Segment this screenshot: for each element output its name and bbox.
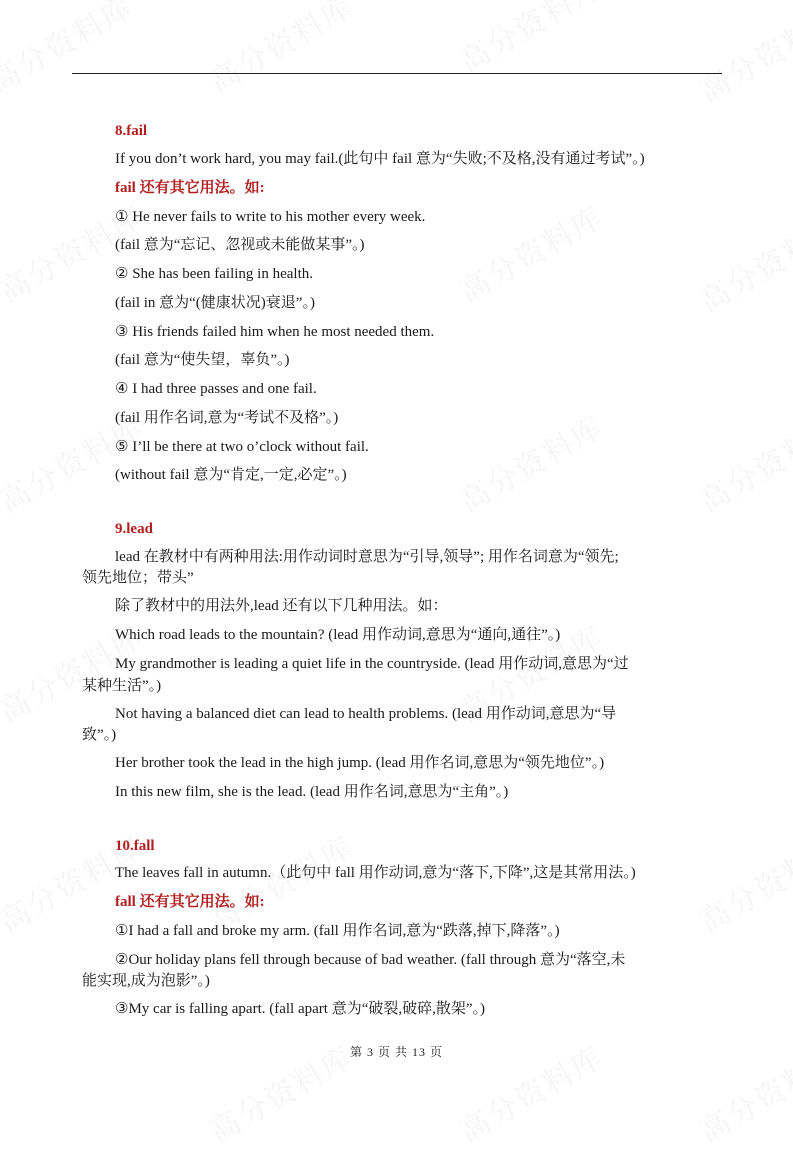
- subheading: fail 还有其它用法。如:: [115, 180, 265, 196]
- watermark: [450, 403, 611, 521]
- watermark: [450, 193, 611, 311]
- explanation-line: (fail 意为“使失望，辜负”。): [115, 352, 290, 368]
- section-heading-fall: 10.fall: [115, 838, 155, 854]
- explanation-line: (fail 意为“忘记、忽视或未能做某事”。): [115, 237, 365, 253]
- example-line: ①I had a fall and broke my arm. (fall 用作名词,意为“跌落,掉下,降落”。): [115, 923, 560, 939]
- example-line: Not having a balanced diet can lead to health problems. (lead 用作动词,意思为“导: [115, 706, 617, 722]
- watermark: [450, 0, 611, 81]
- explanation-line: (fail 用作名词,意为“考试不及格”。): [115, 410, 339, 426]
- example-line: In this new film, she is the lead. (lead 用作名词,意思为“主角”。): [115, 784, 509, 800]
- watermark: [690, 0, 793, 111]
- watermark: [200, 0, 361, 101]
- subheading: fall 还有其它用法。如:: [115, 894, 265, 910]
- example-line: ③My car is falling apart. (fall apart 意为“破裂,破碎,散架”。): [115, 1001, 486, 1017]
- example-line: 能实现,成为泡影”。): [82, 973, 210, 989]
- page-footer: 第 3 页 共 13 页: [349, 1045, 443, 1059]
- paragraph-line: 领先地位；带头”: [82, 570, 194, 586]
- example-line: 某种生活”。): [82, 678, 162, 694]
- section-heading-lead: 9.lead: [115, 521, 153, 537]
- example-line: ③ His friends failed him when he most needed them.: [115, 324, 435, 340]
- paragraph-line: If you don’t work hard, you may fail.(此句中 fail 意为“失败;不及格,没有通过考试”。): [115, 151, 645, 167]
- paragraph-line: lead 在教材中有两种用法:用作动词时意思为“引导,领导”; 用作名词意为“领先;: [115, 549, 619, 565]
- watermark: [690, 823, 793, 941]
- paragraph-line: 除了教材中的用法外,lead 还有以下几种用法。如：: [115, 598, 448, 614]
- paragraph-line: The leaves fall in autumn.（此句中 fall 用作动词,意为“落下,下降”,这是其常用法。): [115, 865, 636, 881]
- example-line: ⑤ I’ll be there at two o’clock without fail.: [115, 439, 369, 455]
- example-line: ④ I had three passes and one fail.: [115, 381, 317, 397]
- example-line: ① He never fails to write to his mother every week.: [115, 209, 426, 225]
- watermark: [690, 403, 793, 521]
- example-line: Her brother took the lead in the high jump. (lead 用作名词,意思为“领先地位”。): [115, 755, 605, 771]
- example-line: ② She has been failing in health.: [115, 266, 313, 282]
- example-line: My grandmother is leading a quiet life in the countryside. (lead 用作动词,意思为“过: [115, 656, 629, 672]
- explanation-line: (fail in 意为“(健康状况)衰退”。): [115, 295, 315, 311]
- explanation-line: (without fail 意为“肯定,一定,必定”。): [115, 467, 347, 483]
- example-line: Which road leads to the mountain? (lead 用作动词,意思为“通向,通往”。): [115, 627, 561, 643]
- example-line: 致”。): [82, 727, 117, 743]
- watermark: [0, 0, 140, 101]
- example-line: ②Our holiday plans fell through because of bad weather. (fall through 意为“落空,未: [115, 952, 626, 968]
- section-heading-fail: 8.fail: [115, 123, 148, 139]
- watermark: [690, 203, 793, 321]
- header-rule: [72, 73, 722, 74]
